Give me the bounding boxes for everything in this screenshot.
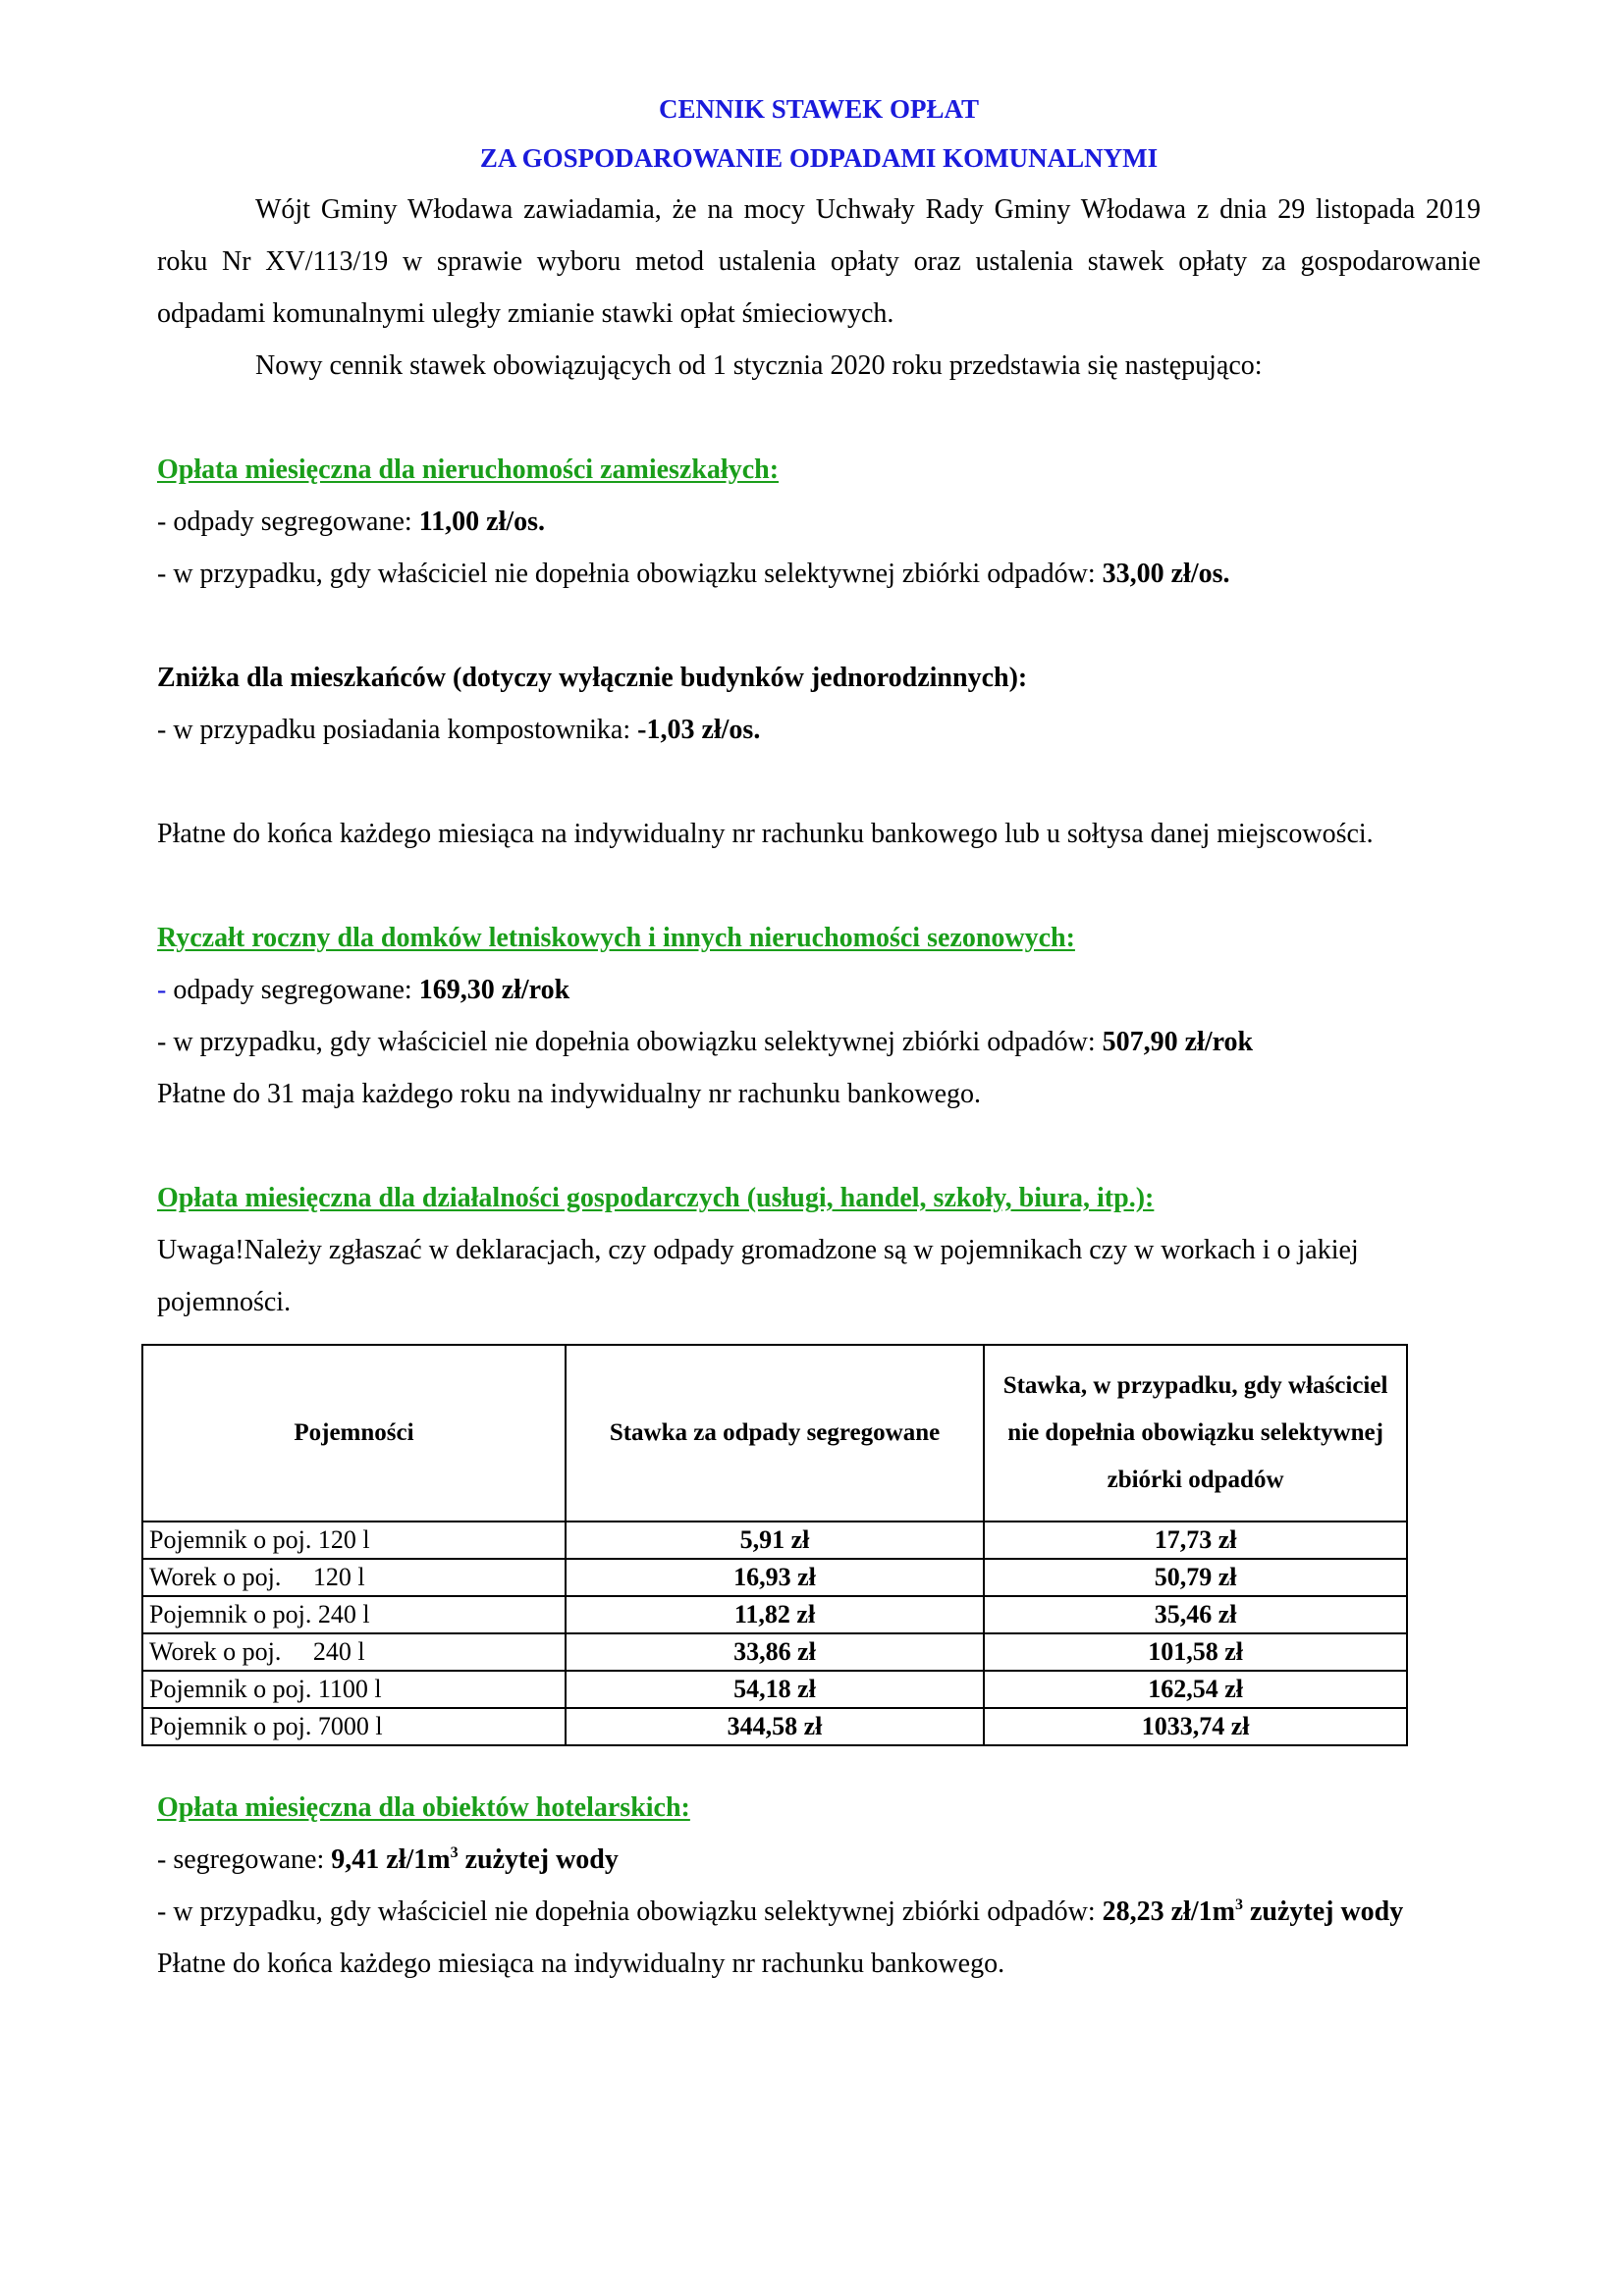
intro-paragraph-2: Nowy cennik stawek obowiązujących od 1 stycznia 2020 roku przedstawia się następująco:: [255, 350, 1263, 381]
row-capacity: Worek o poj. 120 l: [142, 1559, 566, 1596]
hotel-payment-note: Płatne do końca każdego miesiąca na indywidualny nr rachunku bankowego.: [157, 1949, 1005, 1979]
hotel-unsegregated-line: [157, 1886, 1481, 1938]
hotel-segregated-line: [157, 1834, 1481, 1886]
seasonal-payment-note: Płatne do 31 maja każdego roku na indywidualny nr rachunku bankowego.: [157, 1079, 982, 1109]
row-capacity: Pojemnik o poj. 240 l: [142, 1596, 566, 1633]
row-segregated-rate: 344,58 zł: [566, 1708, 984, 1745]
hotel-segregated-rate: [331, 1844, 619, 1875]
hotel-unsegregated-rate: [1103, 1896, 1404, 1927]
discount-rate: -1,03 zł/os.: [637, 715, 761, 745]
hotel-unsegregated-value: 28,23 zł/1m: [1102, 1896, 1235, 1927]
hotel-unsegregated-suffix: zużytej wody: [1242, 1896, 1404, 1927]
table-row: [142, 1633, 1407, 1671]
seasonal-heading: Ryczałt roczny dla domków letniskowych i innych nieruchomości sezonowych:: [157, 923, 1075, 953]
header-capacity: Pojemności: [142, 1345, 566, 1522]
row-unsegregated-rate: 50,79 zł: [984, 1559, 1407, 1596]
hotel-unsegregated-exponent: 3: [1234, 1896, 1243, 1913]
seasonal-segregated-label: odpady segregowane:: [166, 975, 419, 1005]
hotel-section: [157, 1782, 1481, 1834]
hotel-segregated-suffix: zużytej wody: [458, 1844, 619, 1875]
residential-unsegregated-line: [157, 548, 1481, 600]
row-unsegregated-rate: 35,46 zł: [984, 1596, 1407, 1633]
discount-heading: Zniżka dla mieszkańców (dotyczy wyłącznie budynków jednorodzinnych):: [157, 663, 1028, 693]
row-unsegregated-rate: 101,58 zł: [984, 1633, 1407, 1671]
table-row: [142, 1559, 1407, 1596]
seasonal-unsegregated-label: - w przypadku, gdy właściciel nie dopełnia obowiązku selektywnej zbiórki odpadów:: [157, 1027, 1103, 1057]
table-row: [142, 1708, 1407, 1745]
row-segregated-rate: 54,18 zł: [566, 1671, 984, 1708]
header-segregated-rate: Stawka za odpady segregowane: [566, 1345, 984, 1522]
residential-heading: Opłata miesięczna dla nieruchomości zamieszkałych:: [157, 454, 780, 485]
residential-unsegregated-rate: 33,00 zł/os.: [1102, 559, 1230, 589]
seasonal-segregated-rate: 169,30 zł/rok: [418, 975, 570, 1005]
row-unsegregated-rate: 17,73 zł: [984, 1522, 1407, 1559]
discount-line: [157, 704, 1481, 756]
rates-table: [141, 1344, 1408, 1746]
residential-segregated-line: [157, 496, 1481, 548]
table-header-row: [142, 1345, 1407, 1522]
row-segregated-rate: 5,91 zł: [566, 1522, 984, 1559]
row-segregated-rate: 11,82 zł: [566, 1596, 984, 1633]
row-capacity: Pojemnik o poj. 120 l: [142, 1522, 566, 1559]
hotel-segregated-exponent: 3: [450, 1844, 459, 1861]
seasonal-unsegregated-rate: 507,90 zł/rok: [1102, 1027, 1254, 1057]
hotel-segregated-label: - segregowane:: [157, 1844, 332, 1875]
table-row: [142, 1671, 1407, 1708]
hotel-unsegregated-label: - w przypadku, gdy właściciel nie dopełnia obowiązku selektywnej zbiórki odpadów:: [157, 1896, 1103, 1927]
row-unsegregated-rate: 1033,74 zł: [984, 1708, 1407, 1745]
header-unsegregated-rate: Stawka, w przypadku, gdy właściciel nie dopełnia obowiązku selektywnej zbiórki odpadów: [984, 1345, 1407, 1522]
business-note: Uwaga!Należy zgłaszać w deklaracjach, czy odpady gromadzone są w pojemnikach czy w workach i o jakiej pojemności.: [157, 1235, 1359, 1317]
payment-monthly-note: Płatne do końca każdego miesiąca na indywidualny nr rachunku bankowego lub u sołtysa danej miejscowości.: [157, 819, 1374, 849]
row-capacity: Pojemnik o poj. 7000 l: [142, 1708, 566, 1745]
business-section: [157, 1172, 1481, 1224]
row-capacity: Pojemnik o poj. 1100 l: [142, 1671, 566, 1708]
residential-segregated-rate: 11,00 zł/os.: [418, 507, 546, 537]
seasonal-unsegregated-line: [157, 1016, 1481, 1068]
seasonal-segregated-line: [157, 964, 1481, 1016]
row-capacity: Worek o poj. 240 l: [142, 1633, 566, 1671]
residential-section: [157, 444, 1481, 496]
document-title-line-2: ZA GOSPODAROWANIE ODPADAMI KOMUNALNYMI: [479, 143, 1159, 173]
business-heading: Opłata miesięczna dla działalności gospodarczych (usługi, handel, szkoły, biura, itp.):: [157, 1183, 1155, 1213]
hotel-heading: Opłata miesięczna dla obiektów hotelarskich:: [157, 1792, 690, 1823]
hotel-segregated-value: 9,41 zł/1m: [331, 1844, 451, 1875]
table-row: [142, 1596, 1407, 1633]
document-title-line-1: CENNIK STAWEK OPŁAT: [658, 94, 980, 124]
seasonal-section: [157, 912, 1481, 964]
row-segregated-rate: 16,93 zł: [566, 1559, 984, 1596]
row-unsegregated-rate: 162,54 zł: [984, 1671, 1407, 1708]
residential-segregated-label: - odpady segregowane:: [157, 507, 419, 537]
discount-label: - w przypadku posiadania kompostownika:: [157, 715, 638, 745]
table-row: [142, 1522, 1407, 1559]
residential-unsegregated-label: - w przypadku, gdy właściciel nie dopełnia obowiązku selektywnej zbiórki odpadów:: [157, 559, 1103, 589]
document-page: [149, 93, 1481, 1990]
row-segregated-rate: 33,86 zł: [566, 1633, 984, 1671]
intro-paragraph: Wójt Gminy Włodawa zawiadamia, że na mocy Uchwały Rady Gminy Włodawa z dnia 29 listopada 2019 roku Nr XV/113/19 w sprawie wyboru metod ustalenia opłaty oraz ustalenia stawek opłaty za gospodarowanie odpadami komunalnymi uległy zmianie stawki opłat śmieciowych.: [157, 194, 1481, 329]
seasonal-dash: -: [157, 975, 167, 1005]
